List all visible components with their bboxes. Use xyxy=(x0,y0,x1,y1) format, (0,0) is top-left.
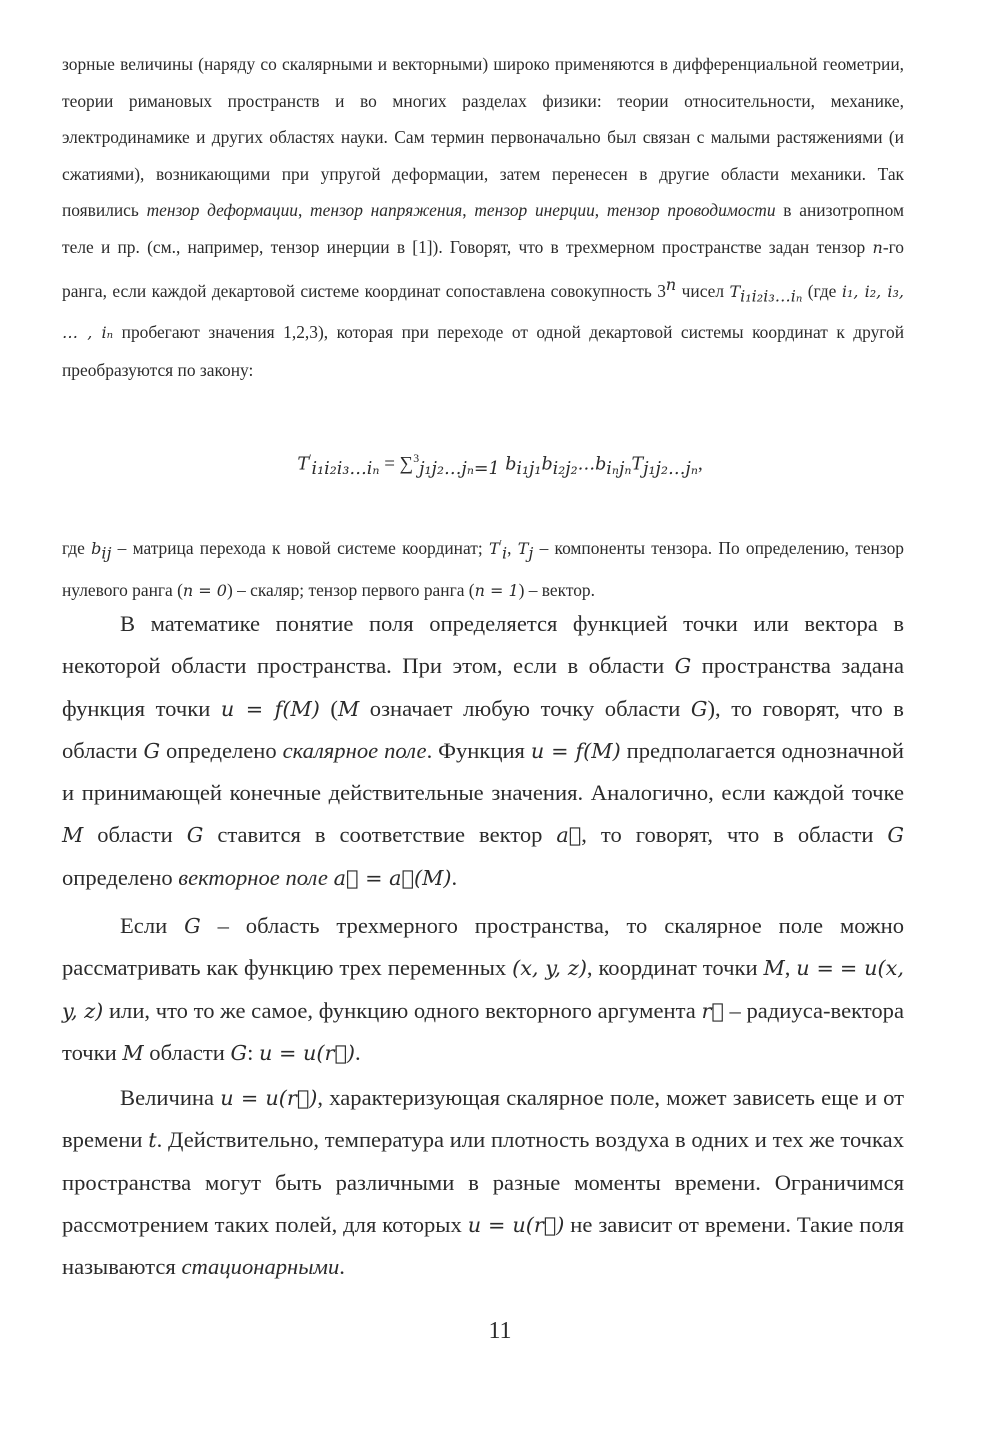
emphasis: тензор проводимости xyxy=(606,200,776,221)
intro-paragraph: зорные величины (наряду со скалярными и векторными) широко применяются в дифференциальной геометрии, теории римановых пространств и во многих разделах физики: теории относительности, механике, электродинамике и других областях науки. Сам термин первоначально был связан с малыми растяжениями (и сжатиями), возникающими при упругой деформации, затем перенесен в другие области механики. Так появились тензор деформации, тензор напряжения, тензор инерции, тензор проводимости в анизотропном теле и пр. (см., например, тензор инерции в [1]). Говорят, что в трехмерном пространстве задан тензор n-го ранга, если каждой декартовой системе координат сопоставлена совокупность 3$^n$ чисел $T_{i_1i_2i_3\dots i_n}$ (где i₁, i₂, i₃, … , iₙ пробегают значения 1,2,3), которая при переходе от одной декартовой системы координат к другой преобразуются по закону: xyxy=(62,54,905,381)
emphasis: тензор инерции xyxy=(474,200,595,221)
math: n xyxy=(872,237,883,257)
math: T xyxy=(729,281,741,301)
emphasis: тензор напряжения xyxy=(310,200,463,221)
tensor-formula: $T'_{i_1i_2i_3\dots i_n} = \sum^3_{j_1j_2\dots j_n=1}$ $b_{i_1j_1}b_{i_2j_2}\dots b_{i_nj_n}T_{j_1j_2\dots j_n}$, xyxy=(297,452,703,480)
math: i₁, i₂, i₃, … , iₙ xyxy=(62,281,905,343)
emphasis: тензор деформации xyxy=(146,200,298,221)
text: зорные величины (наряду со скалярными и векторными) широко применяются в дифференциальной геометрии, теории римановых пространств и во многих разделах физики: теории относительности, механике, электродинамике и других областях науки. Сам термин первоначально был связан с малыми растяжениями (и сжатиями), возникающими при упругой деформации, затем перенесен в другие области механики. Так появились xyxy=(62,54,904,221)
paragraph-stationary-fields: Величина u = u(r⃗), характеризующая скалярное поле, может зависеть еще и от времени t. Действительно, температура или плотность воздуха в одних и тех же точках пространства могут быть различными в разные моменты времени. Ограничимся рассмотрением таких полей, для которых u = u(r⃗) не зависит от времени. Такие поля называются стационарными. xyxy=(62,1085,905,1280)
paragraph-field-definition: В математике понятие поля определяется функцией точки или вектора в некоторой области пространства. При этом, если в области G пространства задана функция точки u = f(M) (M означает любую точку области G), то говорят, что в области G определено скалярное поле. Функция u = f(M) предполагается однозначной и принимающей конечные действительные значения. Аналогично, если каждой точке M области G ставится в соответствие вектор a⃗, то говорят, что в области G определено векторное поле a⃗ = a⃗(M). xyxy=(62,611,904,890)
emphasis: стационарными xyxy=(181,1254,340,1280)
emphasis: векторное поле xyxy=(178,864,328,890)
page-number: 11 xyxy=(488,1318,512,1344)
emphasis: скалярное поле xyxy=(282,737,427,763)
formula-explanation: где $b_{ij}$ – матрица перехода к новой системе координат; $T'_i$, $T_j$ – компоненты тензора. По определению, тензор нулевого ранга (n = 0) – скаляр; тензор первого ранга (n = 1) – вектор. xyxy=(62,537,904,600)
paragraph-scalar-field: Если G – область трехмерного пространства, то скалярное поле можно рассматривать как функцию трех переменных (x, y, z), координат точки M, u = = u(x, y, z) или, что то же самое, функцию одного векторного аргумента r⃗ – радиуса-вектора точки M области G: u = u(r⃗). xyxy=(62,913,904,1065)
